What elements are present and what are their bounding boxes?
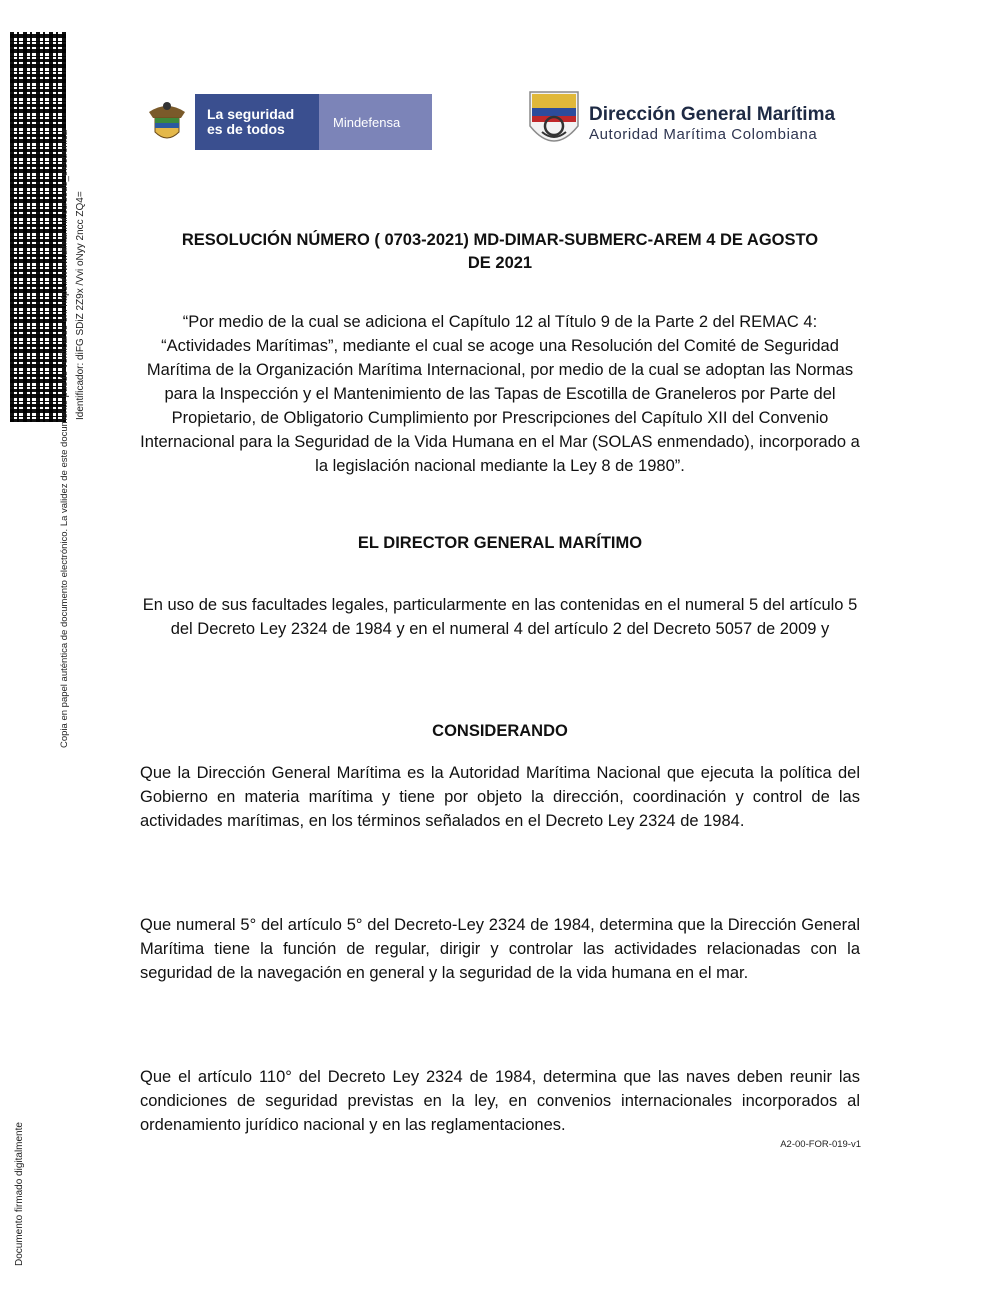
resolution-title xyxy=(140,229,860,275)
dimar-subtitle: Autoridad Marítima Colombiana xyxy=(589,126,818,143)
resolution-title-line-2: DE 2021 xyxy=(467,254,533,272)
coat-of-arms-icon xyxy=(139,94,195,150)
document-identifier: Identificador: diFG SDiZ 2Z9x /Vvi oNyy 2ncc ZQ4= xyxy=(75,191,86,420)
considerando-paragraph-2: Que numeral 5° del artículo 5° del Decreto-Ley 2324 de 1984, determina que la Dirección General Marítima tiene la función de regular, dirigir y controlar las actividades relacionadas con la seguridad de la navegación en general y la seguridad de la vida humana en el mar. xyxy=(140,916,860,982)
resolution-title-line-1: RESOLUCIÓN NÚMERO ( 0703-2021) MD-DIMAR-SUBMERC-AREM 4 DE AGOSTO xyxy=(181,231,819,249)
slogan-line-1: La seguridad xyxy=(207,106,295,122)
dimar-logo xyxy=(526,86,866,158)
resolution-summary: “Por medio de la cual se adiciona el Capítulo 12 al Título 9 de la Parte 2 del REMAC 4: “Actividades Marítimas”, mediante el cual se acoge una Resolución del Comité de Seguridad Marítima de la Organización Marítima Internacional, por medio de la cual se adoptan las Normas para la Inspección y el Mantenimiento de las Tapas de Escotilla de Graneleros por Parte del Propietario, de Obligatorio Cumplimiento por Prescripciones del Capítulo XII del Convenio Internacional para la Seguridad de la Vida Humana en el Mar (SOLAS enmendado), incorporado a la legislación nacional mediante la Ley 8 de 1980”. xyxy=(140,313,860,475)
digital-signature-note: Documento firmado digitalmente xyxy=(14,1122,25,1266)
slogan-box xyxy=(195,94,319,150)
mindefensa-box xyxy=(319,94,432,150)
dimar-emblem-icon xyxy=(526,86,582,156)
considerando-paragraph-3: Que el artículo 110° del Decreto Ley 2324 de 1984, determina que las naves deben reunir las condiciones de seguridad previstas en la ley, en convenios internacionales incorporados al ordenamiento jurídico nacional y en las reglamentaciones. xyxy=(140,1068,860,1134)
gobierno-logo xyxy=(139,94,432,150)
slogan-line-2: es de todos xyxy=(207,121,285,137)
form-code: A2-00-FOR-019-v1 xyxy=(780,1139,861,1150)
director-heading: EL DIRECTOR GENERAL MARÍTIMO xyxy=(357,534,643,552)
validity-note: Copia en papel auténtica de documento electrónico. La validez de este documento puede verificarse en: https://www.dimar.mil.co/sede_electronica xyxy=(59,130,70,748)
legal-powers-paragraph: En uso de sus facultades legales, particularmente en las contenidas en el numeral 5 del artículo 5 del Decreto Ley 2324 de 1984 y en el numeral 4 del artículo 2 del Decreto 5057 de 2009 y xyxy=(142,596,858,638)
considerando-heading: CONSIDERANDO xyxy=(432,722,568,740)
considerando-paragraph-1: Que la Dirección General Marítima es la Autoridad Marítima Nacional que ejecuta la política del Gobierno en materia marítima y tiene por objeto la dirección, coordinación y control de las actividades marítimas, en los términos señalados en el Decreto Ley 2324 de 1984. xyxy=(140,764,860,830)
mindefensa-label: Mindefensa xyxy=(333,114,401,130)
dimar-title: Dirección General Marítima xyxy=(589,104,836,125)
qr-barcode xyxy=(10,32,66,422)
